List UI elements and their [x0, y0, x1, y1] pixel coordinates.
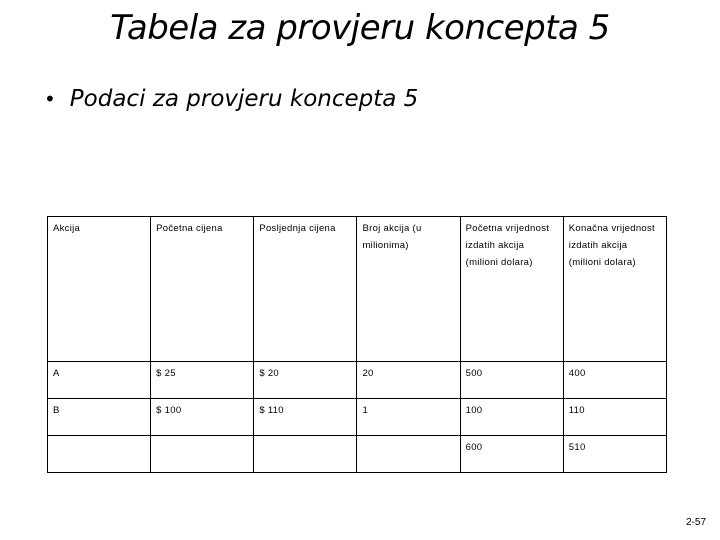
header-cell: Posljednja cijena: [254, 217, 357, 362]
table-cell: $ 20: [254, 362, 357, 399]
table-cell: A: [48, 362, 151, 399]
bullet-item: [44, 86, 418, 112]
table-row: [48, 399, 667, 436]
table-cell: $ 100: [151, 399, 254, 436]
table-cell: $ 110: [254, 399, 357, 436]
page-number: 2-57: [685, 517, 706, 528]
table-cell: [254, 436, 357, 473]
header-cell: Akcija: [48, 217, 151, 362]
table-total-row: [48, 436, 667, 473]
slide-title: Tabela za provjeru koncepta 5: [110, 8, 610, 48]
table-cell: $ 25: [151, 362, 254, 399]
table-cell: 500: [460, 362, 563, 399]
table-row: [48, 362, 667, 399]
table-cell: 400: [563, 362, 666, 399]
table-header-row: [48, 217, 667, 362]
table-cell: [48, 436, 151, 473]
table-cell: [357, 436, 460, 473]
table-cell: 1: [357, 399, 460, 436]
header-cell: Broj akcija (u milionima): [357, 217, 460, 362]
table-cell: 600: [460, 436, 563, 473]
table-cell: 510: [563, 436, 666, 473]
bullet-text: Podaci za provjeru koncepta 5: [69, 86, 419, 112]
table-cell: 20: [357, 362, 460, 399]
table-cell: 110: [563, 399, 666, 436]
header-cell: Početna cijena: [151, 217, 254, 362]
bullet-marker: •: [44, 87, 56, 111]
header-cell: Početna vrijednost izdatih akcija (milioni dolara): [460, 217, 563, 362]
table-cell: [151, 436, 254, 473]
table-cell: 100: [460, 399, 563, 436]
table-cell: B: [48, 399, 151, 436]
concept-check-table: [47, 216, 667, 473]
header-cell: Konačna vrijednost izdatih akcija (milioni dolara): [563, 217, 666, 362]
